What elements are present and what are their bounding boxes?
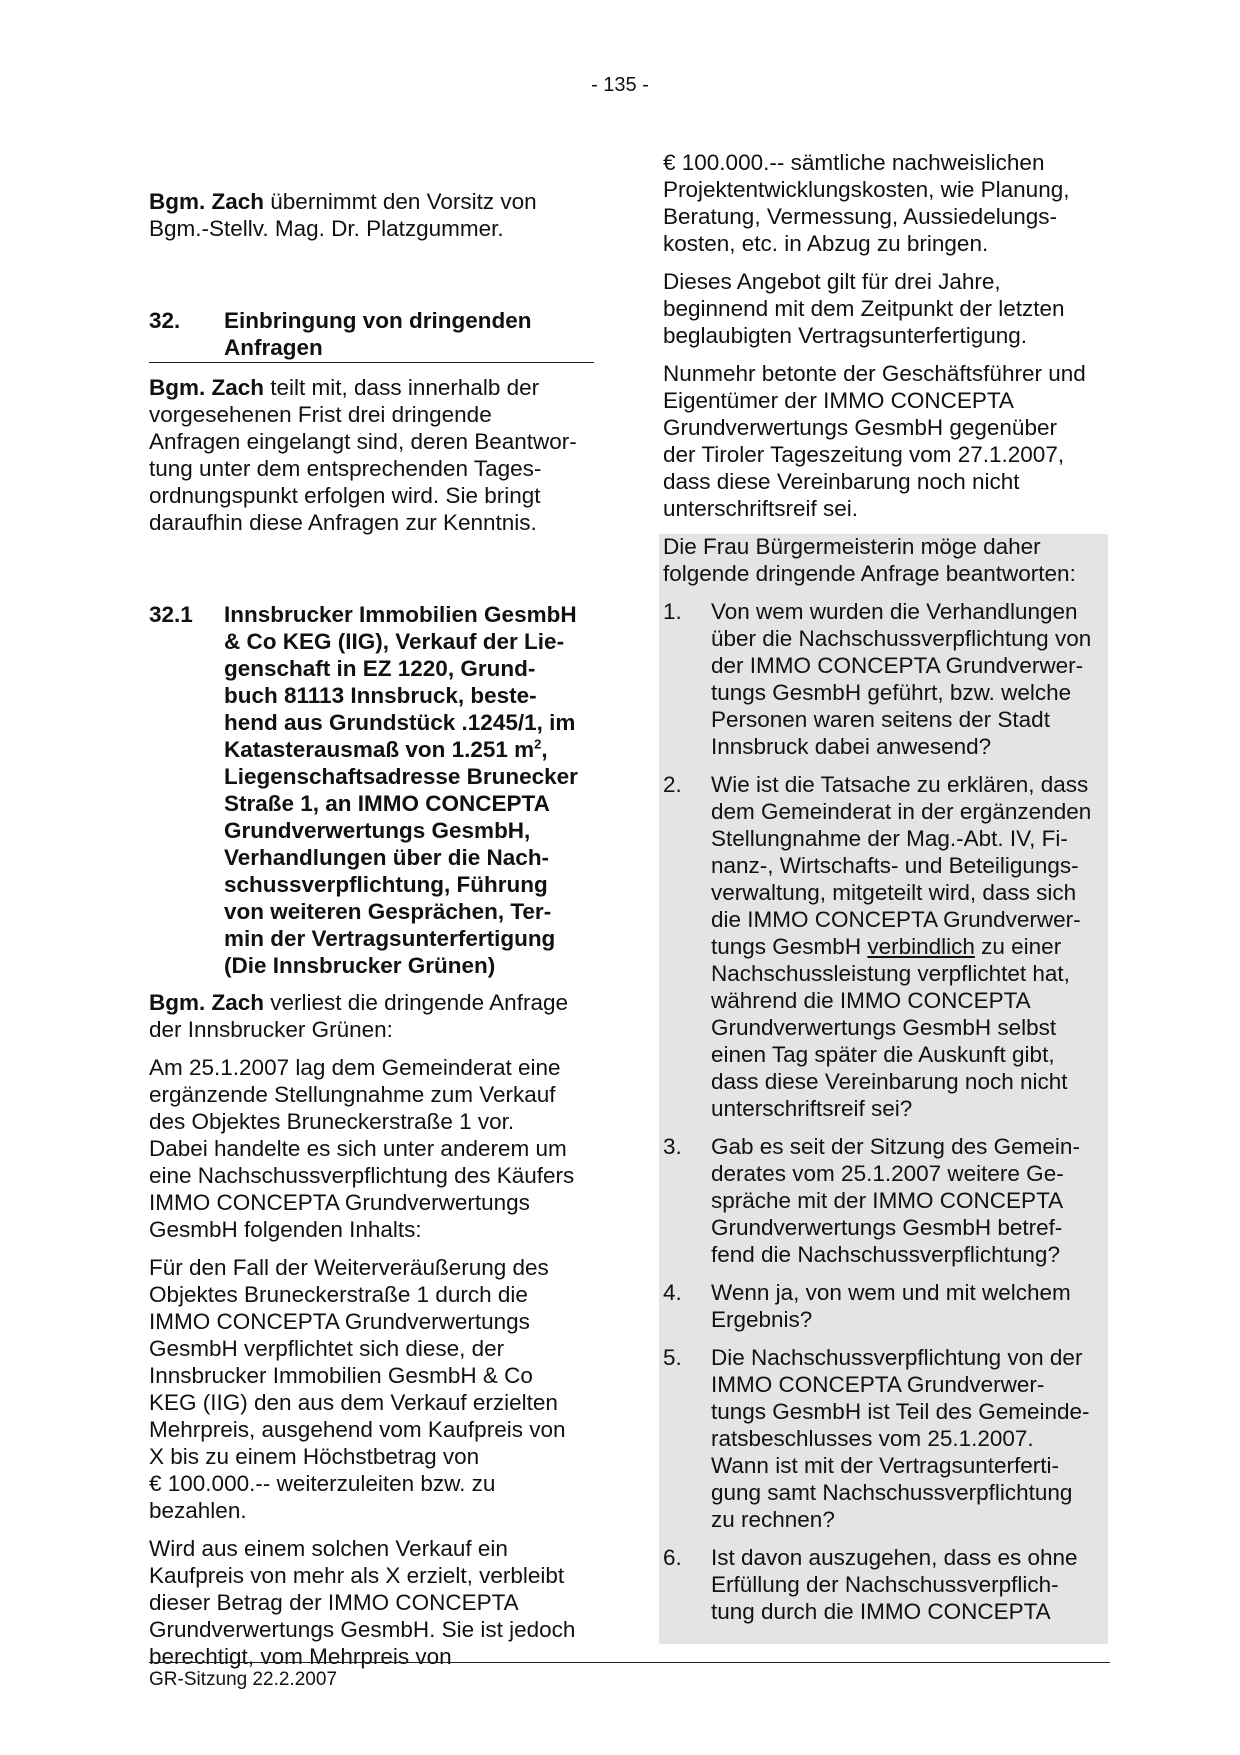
section-32-1-heading [149, 601, 594, 979]
text-line: Grundverwertungs GesmbH selbst [711, 1015, 1057, 1040]
text-line: Beratung, Vermessung, Aussiedelungs- [663, 204, 1057, 229]
text-line: X bis zu einem Höchstbetrag von [149, 1444, 480, 1469]
title-line: Verhandlungen über die Nach- [224, 845, 550, 870]
question-number: 3. [663, 1134, 682, 1159]
question-text [711, 1544, 1078, 1625]
text-line: während die IMMO CONCEPTA [711, 988, 1031, 1013]
text-line: Ergebnis? [711, 1307, 813, 1332]
text-line: Von wem wurden die Verhandlungen [711, 599, 1078, 624]
text-line: fend die Nachschussverpflichtung? [711, 1242, 1060, 1267]
question-item [663, 598, 1110, 760]
body-paragraph [149, 1254, 594, 1524]
text-line: € 100.000.-- weiterzuleiten bzw. zu [149, 1471, 496, 1496]
body-paragraph [663, 360, 1110, 522]
text-line: beginnend mit dem Zeitpunkt der letzten [663, 296, 1065, 321]
text-line: Kaufpreis von mehr als X erzielt, verbleibt [149, 1563, 565, 1588]
title-line: Katasterausmaß von 1.251 m [224, 737, 535, 762]
title-line: von weiteren Gesprächen, Ter- [224, 899, 552, 924]
text-line: Eigentümer der IMMO CONCEPTA [663, 388, 1014, 413]
section-title [224, 307, 531, 361]
text-line: spräche mit der IMMO CONCEPTA [711, 1188, 1064, 1213]
text-line: Ist davon auszugehen, dass es ohne [711, 1545, 1078, 1570]
question-item [663, 1344, 1110, 1533]
text-line: Erfüllung der Nachschussverpflich- [711, 1572, 1059, 1597]
announcement-paragraph [149, 374, 594, 536]
text-line: Bgm.-Stellv. Mag. Dr. Platzgummer. [149, 216, 504, 241]
text-line: € 100.000.-- sämtliche nachweislichen [663, 150, 1045, 175]
text-line: über die Nachschussverpflichtung von [711, 626, 1092, 651]
body-paragraph [149, 1054, 594, 1243]
text-line: unterschriftsreif sei. [663, 496, 859, 521]
text-line: zu rechnen? [711, 1507, 835, 1532]
question-item [663, 1544, 1110, 1625]
text-line: daraufhin diese Anfragen zur Kenntnis. [149, 510, 537, 535]
text-line: einen Tag später die Auskunft gibt, [711, 1042, 1055, 1067]
text-line: tung unter dem entsprechenden Tages- [149, 456, 542, 481]
text-line: kosten, etc. in Abzug zu bringen. [663, 231, 989, 256]
text-line: Wenn ja, von wem und mit welchem [711, 1280, 1071, 1305]
text-line: Dieses Angebot gilt für drei Jahre, [663, 269, 1001, 294]
text-line: Wie ist die Tatsache zu erklären, dass [711, 772, 1089, 797]
body-paragraph [663, 268, 1110, 349]
question-item [663, 771, 1110, 1122]
section-32-heading [149, 307, 594, 363]
text-line: der Innsbrucker Grünen: [149, 1017, 393, 1042]
text-line: tungs GesmbH geführt, bzw. welche [711, 680, 1072, 705]
text-line: des Objektes Bruneckerstraße 1 vor. [149, 1109, 515, 1134]
text-line: IMMO CONCEPTA Grundverwer- [711, 1372, 1045, 1397]
text-line: übernimmt den Vorsitz von [264, 189, 537, 214]
reading-paragraph [149, 989, 594, 1043]
superscript: 2 [534, 736, 542, 752]
text-line: Nunmehr betonte der Geschäftsführer und [663, 361, 1086, 386]
text-line: bezahlen. [149, 1498, 247, 1523]
text-line: Innsbruck dabei anwesend? [711, 734, 992, 759]
left-column [149, 188, 594, 1670]
question-number: 5. [663, 1345, 682, 1370]
text-line: Innsbrucker Immobilien GesmbH & Co [149, 1363, 533, 1388]
page-number: - 135 - [591, 74, 649, 96]
text-line: teilt mit, dass innerhalb der [264, 375, 540, 400]
title-line: Straße 1, an IMMO CONCEPTA [224, 791, 550, 816]
title-line: Grundverwertungs GesmbH, [224, 818, 531, 843]
title-line: Innsbrucker Immobilien GesmbH [224, 602, 577, 627]
text-line: Die Nachschussverpflichtung von der [711, 1345, 1083, 1370]
text-line: gung samt Nachschussverpflichtung [711, 1480, 1073, 1505]
text-line: ratsbeschlusses vom 25.1.2007. [711, 1426, 1034, 1451]
text-line: dem Gemeinderat in der ergänzenden [711, 799, 1092, 824]
text-line: GesmbH folgenden Inhalts: [149, 1217, 422, 1242]
text-line: Dabei handelte es sich unter anderem um [149, 1136, 567, 1161]
text-line: Gab es seit der Sitzung des Gemein- [711, 1134, 1080, 1159]
text-line: ordnungspunkt erfolgen wird. Sie bringt [149, 483, 541, 508]
title-line: Liegenschaftsadresse Brunecker [224, 764, 578, 789]
question-number: 2. [663, 772, 682, 797]
text-line: der IMMO CONCEPTA Grundverwer- [711, 653, 1084, 678]
question-number: 6. [663, 1545, 682, 1570]
footer-text: GR-Sitzung 22.2.2007 [149, 1669, 338, 1690]
text-line: dass diese Vereinbarung noch nicht [663, 469, 1020, 494]
text-line: tungs GesmbH ist Teil des Gemeinde- [711, 1399, 1090, 1424]
text-line: beglaubigten Vertragsunterfertigung. [663, 323, 1028, 348]
title-line: genschaft in EZ 1220, Grund- [224, 656, 536, 681]
question-text [711, 598, 1091, 760]
text-line: berechtigt, vom Mehrpreis von [149, 1644, 452, 1669]
right-column [663, 149, 1110, 1625]
text-line: Wann ist mit der Vertragsunterferti- [711, 1453, 1060, 1478]
title-line: buch 81113 Innsbruck, beste- [224, 683, 537, 708]
text-line: Personen waren seitens der Stadt [711, 707, 1050, 732]
speaker-name: Bgm. Zach [149, 990, 265, 1015]
text-line: Für den Fall der Weiterveräußerung des [149, 1255, 549, 1280]
text-line: Objektes Bruneckerstraße 1 durch die [149, 1282, 528, 1307]
inquiry-intro [663, 533, 1110, 587]
text-line: verliest die dringende Anfrage [264, 990, 568, 1015]
speaker-name: Bgm. Zach [149, 375, 265, 400]
title-line: min der Vertragsunterfertigung [224, 926, 556, 951]
text-line: Wird aus einem solchen Verkauf ein [149, 1536, 508, 1561]
text-line: Mehrpreis, ausgehend vom Kaufpreis von [149, 1417, 566, 1442]
text-line: Grundverwertungs GesmbH. Sie ist jedoch [149, 1617, 576, 1642]
text-line: GesmbH verpflichtet sich diese, der [149, 1336, 505, 1361]
question-item [663, 1279, 1110, 1333]
question-number: 1. [663, 599, 682, 624]
text-line: der Tiroler Tageszeitung vom 27.1.2007, [663, 442, 1065, 467]
text-line: Am 25.1.2007 lag dem Gemeinderat eine [149, 1055, 561, 1080]
question-text [711, 1133, 1080, 1268]
text-line: tung durch die IMMO CONCEPTA [711, 1599, 1051, 1624]
text-line: eine Nachschussverpflichtung des Käufers [149, 1163, 575, 1188]
text-line: Nachschussleistung verpflichtet hat, [711, 961, 1070, 986]
text-line: Stellungnahme der Mag.-Abt. IV, Fi- [711, 826, 1068, 851]
footer-rule [149, 1662, 1110, 1663]
text-line: KEG (IIG) den aus dem Verkauf erzielten [149, 1390, 558, 1415]
section-title [224, 601, 578, 979]
section-number: 32. [149, 308, 181, 333]
title-line: schussverpflichtung, Führung [224, 872, 548, 897]
text-line: Anfragen eingelangt sind, deren Beantwor- [149, 429, 577, 454]
intro-paragraph [149, 188, 594, 242]
text-line: derates vom 25.1.2007 weitere Ge- [711, 1161, 1064, 1186]
section-number: 32.1 [149, 602, 193, 627]
text-line: die IMMO CONCEPTA Grundverwer- [711, 907, 1081, 932]
question-number: 4. [663, 1280, 682, 1305]
title-line: Anfragen [224, 335, 323, 360]
speaker-name: Bgm. Zach [149, 189, 265, 214]
text-line: IMMO CONCEPTA Grundverwertungs [149, 1190, 530, 1215]
body-paragraph [149, 1535, 594, 1670]
text-line: Die Frau Bürgermeisterin möge daher [663, 534, 1041, 559]
title-line: & Co KEG (IIG), Verkauf der Lie- [224, 629, 565, 654]
title-line: hend aus Grundstück .1245/1, im [224, 710, 576, 735]
text-line: Grundverwertungs GesmbH betref- [711, 1215, 1063, 1240]
text-line: IMMO CONCEPTA Grundverwertungs [149, 1309, 530, 1334]
question-text [711, 1344, 1090, 1533]
text-line: zu einer [974, 934, 1062, 959]
title-line: Einbringung von dringenden [224, 308, 532, 333]
text-line: ergänzende Stellungnahme zum Verkauf [149, 1082, 556, 1107]
text-line: Projektentwicklungskosten, wie Planung, [663, 177, 1070, 202]
text-line: folgende dringende Anfrage beantworten: [663, 561, 1076, 586]
text-line: tungs GesmbH [711, 934, 868, 959]
text-line: dass diese Vereinbarung noch nicht [711, 1069, 1068, 1094]
question-item [663, 1133, 1110, 1268]
body-paragraph [663, 149, 1110, 257]
text-line: unterschriftsreif sei? [711, 1096, 913, 1121]
text-line: dieser Betrag der IMMO CONCEPTA [149, 1590, 519, 1615]
text-line: verwaltung, mitgeteilt wird, dass sich [711, 880, 1077, 905]
title-line: (Die Innsbrucker Grünen) [224, 953, 496, 978]
underlined-word: verbindlich [867, 934, 975, 959]
text-line: nanz-, Wirtschafts- und Beteiligungs- [711, 853, 1079, 878]
text-line: vorgesehenen Frist drei dringende [149, 402, 492, 427]
title-line: , [541, 737, 548, 762]
question-text [711, 1279, 1071, 1333]
question-text [711, 771, 1091, 1122]
text-line: Grundverwertungs GesmbH gegenüber [663, 415, 1057, 440]
